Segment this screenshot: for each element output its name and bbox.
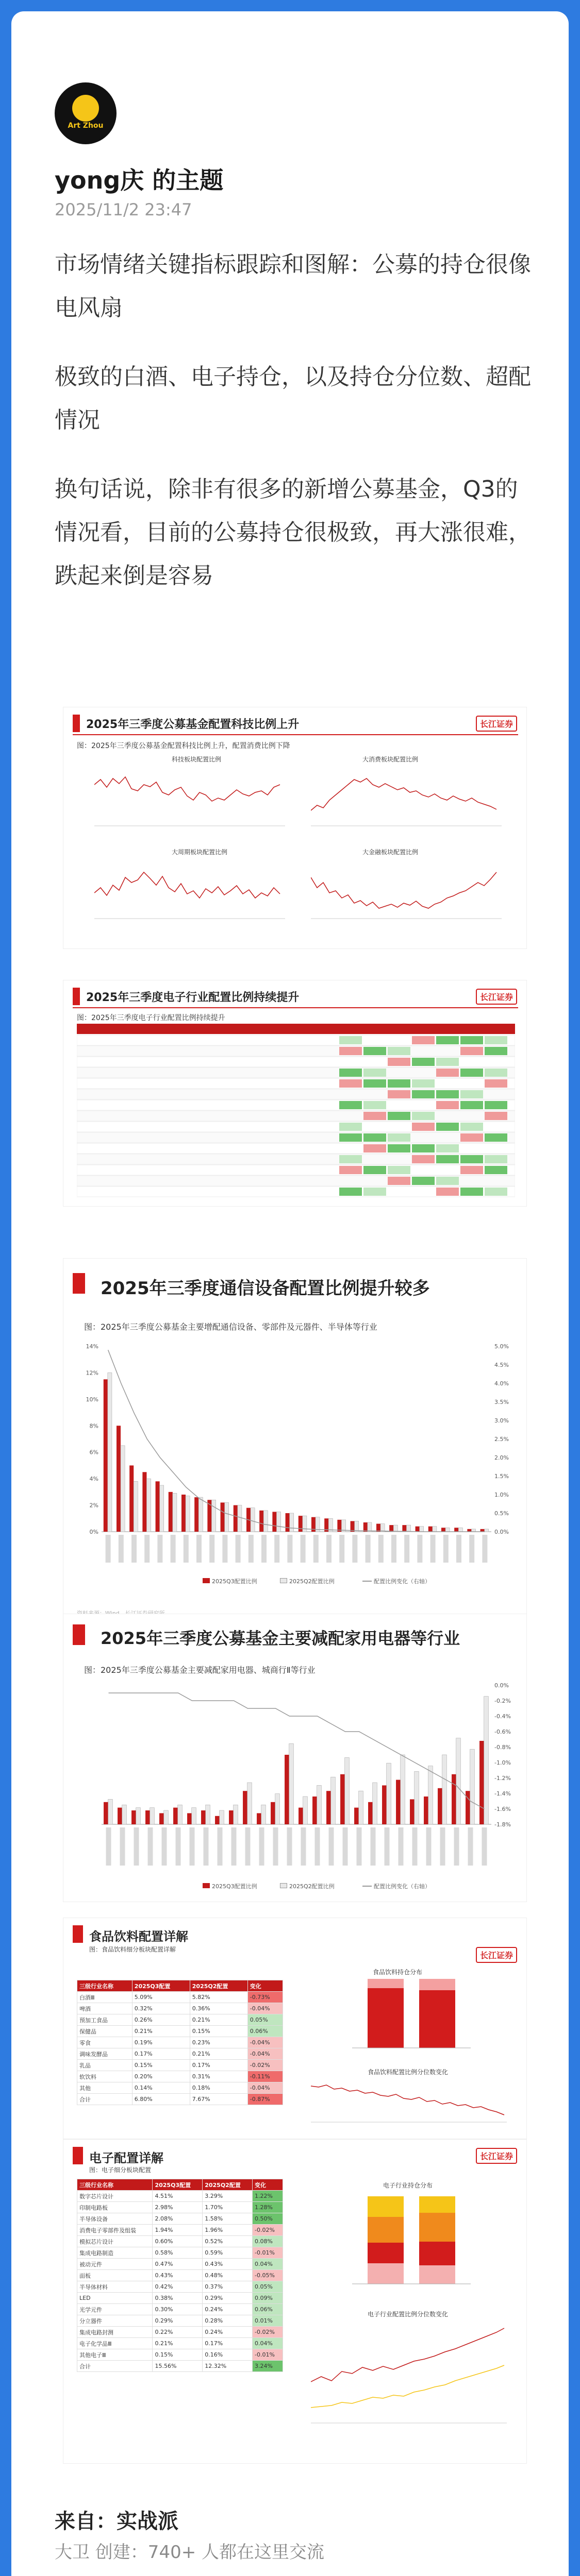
bar-q2	[303, 1797, 308, 1824]
bar-q2	[261, 1805, 266, 1824]
x-category-label	[329, 1827, 334, 1866]
bar-q2	[225, 1502, 229, 1532]
x-category-label	[261, 1535, 267, 1563]
avatar-logo-text: Art Zhou	[68, 122, 104, 130]
bar-q2	[192, 1808, 196, 1824]
slide-title: 食品饮料配置详解	[89, 1929, 188, 1944]
x-category-label	[315, 1827, 320, 1866]
bar-q3	[243, 1791, 247, 1824]
x-category-label	[259, 1827, 264, 1866]
x-category-label	[313, 1535, 319, 1563]
x-category-label	[366, 1535, 371, 1563]
x-category-label	[326, 1535, 332, 1563]
x-category-label	[245, 1827, 251, 1866]
bar-q3	[187, 1813, 192, 1824]
bar-q2	[458, 1528, 462, 1532]
food-distribution-chart	[311, 1976, 507, 2053]
table-row: 零食 0.19% 0.23% -0.04%	[77, 2037, 283, 2048]
legend-item: 配置比例变化（右轴）	[362, 1577, 430, 1585]
y2-tick-label: 2.0%	[494, 1454, 509, 1461]
bar-q3	[194, 1497, 198, 1532]
bar-q2	[275, 1794, 280, 1824]
slide-electronics-detail[interactable]	[63, 2139, 527, 2464]
bar-q2	[173, 1493, 177, 1532]
y2-tick-label: 1.0%	[494, 1492, 509, 1498]
y-tick-label: 12%	[86, 1369, 98, 1377]
bar-q3	[229, 1810, 234, 1824]
post-card	[11, 11, 569, 2576]
y-tick-label: 10%	[86, 1396, 98, 1403]
y-tick-label: 4%	[89, 1476, 98, 1483]
bar-q3	[131, 1810, 136, 1824]
x-category-label	[222, 1535, 227, 1563]
x-category-label	[371, 1827, 376, 1866]
panel-chart-finance	[311, 857, 502, 929]
bar-q2	[445, 1528, 450, 1532]
slide-subtitle: 图：2025年三季度公募基金主要减配家用电器、城商行Ⅱ等行业	[84, 1665, 316, 1675]
x-category-label	[399, 1827, 404, 1866]
bar-q2	[234, 1805, 238, 1824]
slide-telecom-chart[interactable]	[63, 1258, 527, 1619]
brand-logo: 长江证券	[476, 716, 517, 732]
panel-chart-tech	[94, 764, 285, 836]
bar-q3	[159, 1813, 164, 1824]
x-category-label	[176, 1827, 181, 1866]
bar-q2	[290, 1513, 294, 1532]
table-row: 预加工食品 0.26% 0.21% 0.05%	[77, 2014, 283, 2026]
slide-subtitle: 图：2025年三季度公募基金配置科技比例上升，配置消费比例下降	[77, 742, 290, 750]
y2-tick-label: 1.5%	[494, 1473, 509, 1480]
bar-q2	[289, 1743, 294, 1824]
table-row: 模拟芯片设计 0.60% 0.52% 0.08%	[77, 2236, 283, 2247]
bar-q2	[108, 1799, 113, 1824]
x-category-label	[190, 1827, 195, 1866]
y2-tick-label: 0.5%	[494, 1510, 509, 1517]
source-circle[interactable]: 来自：实战派	[55, 2510, 178, 2533]
chart-title: 食品饮料持仓分布	[373, 1969, 423, 1976]
table-row: 被动元件 0.47% 0.43% 0.04%	[77, 2259, 283, 2270]
bar-q3	[272, 1512, 276, 1532]
bar-q2	[368, 1522, 372, 1532]
x-category-label	[218, 1827, 223, 1866]
x-category-label	[385, 1827, 390, 1866]
change-line	[109, 1693, 485, 1809]
change-line	[108, 1350, 485, 1532]
banner-bar	[73, 1624, 85, 1645]
x-category-label	[134, 1827, 139, 1866]
legend-item: 配置比例变化（右轴）	[362, 1882, 430, 1890]
x-category-label	[430, 1535, 436, 1563]
table-row: 软饮料 0.20% 0.31% -0.11%	[77, 2071, 283, 2082]
bar-q2	[456, 1738, 461, 1824]
y2-tick-label: 0.0%	[494, 1529, 509, 1535]
panel-title: 大周期板块配置比例	[172, 849, 228, 856]
x-category-label	[171, 1535, 176, 1563]
x-category-label	[417, 1535, 422, 1563]
legend-item: 2025Q2配置比例	[280, 1882, 335, 1890]
y-tick-label: 0%	[89, 1529, 98, 1535]
bar-q2	[470, 1749, 475, 1824]
table-row: LED 0.38% 0.29% 0.09%	[77, 2293, 283, 2304]
bar-q2	[331, 1777, 336, 1824]
bar-q3	[299, 1516, 303, 1532]
x-category-label	[106, 1827, 111, 1866]
slide-tech-allocation[interactable]	[63, 707, 527, 949]
legend-item: 2025Q3配置比例	[203, 1882, 257, 1890]
table-row: 其他电子Ⅲ 0.15% 0.16% -0.01%	[77, 2349, 283, 2361]
panel-title: 大消费板块配置比例	[362, 756, 419, 763]
bar-q3	[142, 1472, 146, 1532]
bar-q2	[355, 1521, 359, 1532]
bar-q3	[173, 1808, 178, 1824]
x-category-label	[162, 1827, 167, 1866]
slide-title: 2025年三季度电子行业配置比例持续提升	[86, 991, 300, 1004]
bar-q3	[156, 1481, 160, 1532]
bar-q3	[201, 1810, 206, 1824]
x-category-label	[131, 1535, 137, 1563]
bar-q3	[299, 1808, 303, 1824]
food-table: 三级行业名称 2025Q3配置 2025Q2配置 变化 白酒Ⅲ 5.09% 5.82% -0.73% 啤酒 0.32% 0.36% -0.04% 预加工食品 0.26% 0.21% 0.05% 保健品 0.21% 0.15% 0.06% 零食 0.19% 0.23% -0.04% 调味发酵品 0.17% 0.21% -0.04% 乳品 0.15% 0.17% -0.02% 软饮料 0.20% 0.31% -0.11% 其他 0.14% 0.18% -0.04% 合计 6.80% 7.67% -0.87%	[77, 1980, 283, 2105]
x-category-label	[196, 1535, 202, 1563]
bar-q2	[108, 1372, 112, 1532]
bar-q2	[420, 1527, 424, 1532]
bar-q2	[303, 1516, 307, 1532]
bar-q2	[380, 1524, 385, 1532]
bar-q2	[263, 1511, 268, 1532]
bar-q2	[471, 1529, 475, 1532]
table-row: 分立器件 0.29% 0.28% 0.01%	[77, 2315, 283, 2327]
y2-tick-label: -1.4%	[494, 1790, 511, 1797]
bar-q2	[317, 1785, 322, 1824]
bar-q3	[424, 1797, 428, 1824]
electronics-distribution-chart	[311, 2191, 507, 2294]
body-paragraph-3: 换句话说，除非有很多的新增公募基金，Q3的情况看，目前的公募持仓很极致，再大涨很难，跌起来倒是容易	[55, 476, 531, 589]
x-category-label	[343, 1827, 348, 1866]
bar-q3	[354, 1808, 359, 1824]
bar-q2	[359, 1791, 363, 1824]
x-category-label	[391, 1535, 396, 1563]
slide-food-beverage[interactable]	[63, 1918, 527, 2139]
bar-q2	[164, 1810, 169, 1824]
bar-q3	[312, 1797, 317, 1824]
x-category-label	[378, 1535, 384, 1563]
x-category-label	[352, 1535, 357, 1563]
bar-q3	[215, 1816, 220, 1824]
bar-q2	[134, 1481, 138, 1532]
y2-tick-label: -1.8%	[494, 1821, 511, 1828]
bar-q3	[181, 1495, 186, 1532]
table-row: 保健品 0.21% 0.15% 0.06%	[77, 2026, 283, 2037]
x-category-label	[106, 1535, 111, 1563]
table-row: 面板 0.43% 0.48% -0.05%	[77, 2270, 283, 2281]
x-category-label	[468, 1827, 473, 1866]
bar-q3	[467, 1529, 471, 1532]
x-category-label	[231, 1827, 237, 1866]
slide-subtitle: 图：食品饮料细分板块配置详解	[89, 1946, 176, 1953]
bar-q2	[428, 1766, 433, 1824]
table-row: 半导体材料 0.42% 0.37% 0.05%	[77, 2281, 283, 2293]
x-category-label	[301, 1827, 306, 1866]
x-category-label	[273, 1827, 278, 1866]
x-category-label	[144, 1535, 150, 1563]
y2-tick-label: 3.0%	[494, 1417, 509, 1424]
x-category-label	[412, 1827, 418, 1866]
banner-bar	[73, 1273, 85, 1294]
bar-q3	[117, 1426, 121, 1532]
y2-tick-label: 4.5%	[494, 1362, 509, 1368]
brand-logo: 长江证券	[476, 989, 517, 1005]
sun-icon	[72, 95, 99, 122]
bar-q3	[257, 1813, 261, 1824]
bar-q2	[251, 1508, 255, 1532]
slide-appliance-chart[interactable]	[63, 1614, 527, 1902]
bar-q3	[118, 1808, 122, 1824]
x-category-label	[274, 1535, 279, 1563]
bar-q3	[129, 1465, 134, 1532]
x-category-label	[148, 1827, 153, 1866]
bar-q2	[387, 1763, 391, 1824]
slide-electronics-allocation[interactable]	[63, 980, 527, 1207]
y2-tick-label: 5.0%	[494, 1343, 509, 1350]
table-row: 其他 0.14% 0.18% -0.04%	[77, 2082, 283, 2094]
x-category-label	[301, 1535, 306, 1563]
slide-subtitle: 图：2025年三季度公募基金主要增配通信设备、零部件及元器件、半导体等行业	[84, 1322, 377, 1332]
table-row: 电子化学品Ⅲ 0.21% 0.17% 0.04%	[77, 2338, 283, 2349]
y-tick-label: 6%	[89, 1449, 98, 1456]
chart-title: 电子行业配置比例分位数变化	[368, 2311, 449, 2318]
x-category-label	[287, 1827, 292, 1866]
y2-tick-label: -0.2%	[494, 1698, 511, 1704]
table-row: 啤酒 0.32% 0.36% -0.04%	[77, 2003, 283, 2014]
y-tick-label: 8%	[89, 1422, 98, 1430]
heatmap-table	[77, 1024, 515, 1199]
telecom-bar-chart	[79, 1341, 522, 1568]
y2-tick-label: -1.0%	[494, 1759, 511, 1766]
bar-q3	[234, 1505, 238, 1532]
bar-q2	[485, 1529, 489, 1532]
table-row: 集成电路制造 0.58% 0.59% -0.01%	[77, 2247, 283, 2259]
bar-q3	[441, 1528, 445, 1532]
bar-q3	[410, 1799, 415, 1824]
brand-logo: 长江证券	[476, 2148, 517, 2164]
panel-chart-cyclical	[94, 857, 285, 929]
bar-q3	[340, 1774, 345, 1824]
divider	[73, 734, 518, 735]
banner-bar	[73, 988, 80, 1005]
x-category-label	[120, 1827, 125, 1866]
slide-title: 2025年三季度公募基金主要减配家用电器等行业	[101, 1629, 460, 1648]
body-paragraph-1: 市场情绪关键指标跟踪和图解：公募的持仓很像电风扇	[55, 251, 531, 321]
x-category-label	[426, 1827, 432, 1866]
table-row: 调味发酵品 0.17% 0.21% -0.04%	[77, 2048, 283, 2060]
y2-tick-label: -0.8%	[494, 1744, 511, 1751]
x-category-label	[357, 1827, 362, 1866]
bar-q2	[150, 1808, 155, 1824]
x-category-label	[456, 1535, 461, 1563]
divider	[73, 1007, 518, 1008]
bar-q2	[484, 1697, 489, 1824]
table-row: 数字芯片设计 4.51% 3.29% 1.22%	[77, 2191, 283, 2202]
banner-bar	[73, 2147, 83, 2164]
bar-q3	[396, 1780, 401, 1824]
x-category-label	[469, 1535, 474, 1563]
bar-q2	[136, 1808, 141, 1824]
bar-q3	[169, 1492, 173, 1532]
bar-q2	[433, 1527, 437, 1532]
banner-bar	[73, 1925, 83, 1943]
bar-q2	[373, 1783, 377, 1824]
y2-tick-label: -1.6%	[494, 1806, 511, 1812]
bar-q2	[415, 1771, 419, 1824]
x-category-label	[248, 1535, 254, 1563]
electronics-table: 三级行业名称 2025Q3配置 2025Q2配置 变化 数字芯片设计 4.51% 3.29% 1.22% 印制电路板 2.98% 1.70% 1.28% 半导体设备 2.08% 1.58% 0.50% 消费电子零部件及组装 1.94% 1.96% -0.02% 模拟芯片设计 0.60% 0.52% 0.08% 集成电路制造 0.58% 0.59% -0.01% 被动元件 0.47% 0.43% 0.04% 面板 0.43% 0.48% -0.05% 半导体材料 0.42% 0.37% 0.05% LED 0.38% 0.29% 0.09% 光学元件 0.30% 0.24% 0.06% 分立器件 0.29% 0.28% 0.01% 集成电路封测 0.22% 0.24% -0.02% 电子化学品Ⅲ 0.21% 0.17% 0.04% 其他电子Ⅲ 0.15% 0.16% -0.01% 合计 15.56% 12.32% 3.24%	[77, 2179, 283, 2372]
chart-title: 电子行业持仓分布	[383, 2182, 433, 2189]
x-category-label	[482, 1535, 487, 1563]
bar-q2	[220, 1810, 224, 1824]
x-category-label	[184, 1535, 189, 1563]
banner-bar	[73, 715, 80, 732]
x-category-label	[404, 1535, 409, 1563]
y2-tick-label: -1.2%	[494, 1775, 511, 1782]
x-category-label	[287, 1535, 292, 1563]
table-row: 光学元件 0.30% 0.24% 0.06%	[77, 2304, 283, 2315]
table-row: 白酒Ⅲ 5.09% 5.82% -0.73%	[77, 1992, 283, 2003]
table-row: 合计 15.56% 12.32% 3.24%	[77, 2361, 283, 2372]
bar-q3	[271, 1802, 275, 1824]
slide-title: 2025年三季度公募基金配置科技比例上升	[86, 718, 300, 731]
bar-q2	[442, 1755, 447, 1824]
bar-q2	[186, 1496, 190, 1532]
x-category-label	[339, 1535, 344, 1563]
bar-q3	[480, 1529, 485, 1532]
y2-tick-label: 4.0%	[494, 1380, 509, 1387]
bar-q2	[122, 1805, 127, 1824]
bar-q2	[401, 1755, 405, 1824]
bar-q3	[326, 1791, 331, 1824]
bar-q2	[406, 1525, 410, 1532]
bar-q3	[454, 1528, 458, 1532]
x-category-label	[209, 1535, 214, 1563]
y2-tick-label: -0.4%	[494, 1713, 511, 1720]
appliance-bar-chart	[79, 1680, 522, 1871]
bar-q3	[428, 1527, 433, 1532]
bar-q2	[206, 1805, 210, 1824]
bar-q3	[221, 1502, 225, 1532]
bar-q3	[438, 1788, 442, 1824]
avatar[interactable]	[55, 82, 117, 144]
bar-q2	[121, 1446, 125, 1532]
y2-tick-label: 0.0%	[494, 1682, 509, 1689]
bar-q3	[382, 1785, 387, 1824]
bar-q3	[104, 1379, 108, 1532]
brand-logo: 长江证券	[476, 1947, 517, 1963]
author-name[interactable]: yong庆 的主题	[55, 166, 224, 194]
legend-item: 2025Q2配置比例	[280, 1577, 335, 1585]
table-row: 乳品 0.15% 0.17% -0.02%	[77, 2060, 283, 2071]
table-row: 集成电路封测 0.22% 0.24% -0.02%	[77, 2327, 283, 2338]
bar-q2	[211, 1500, 216, 1532]
bar-q2	[393, 1525, 397, 1532]
x-category-label	[119, 1535, 124, 1563]
table-row: 印制电路板 2.98% 1.70% 1.28%	[77, 2202, 283, 2213]
y2-tick-label: 3.5%	[494, 1399, 509, 1405]
bar-q3	[145, 1810, 150, 1824]
bar-q3	[104, 1802, 108, 1824]
bar-q3	[389, 1525, 393, 1532]
x-category-label	[454, 1827, 459, 1866]
bar-q3	[452, 1774, 456, 1824]
x-category-label	[440, 1827, 445, 1866]
y-tick-label: 2%	[89, 1502, 98, 1509]
y2-tick-label: -0.6%	[494, 1728, 511, 1735]
table-row: 消费电子零部件及组装 1.94% 1.96% -0.02%	[77, 2225, 283, 2236]
slide-subtitle: 图：电子细分板块配置	[89, 2166, 152, 2174]
bar-q3	[479, 1741, 484, 1824]
y-tick-label: 14%	[86, 1343, 98, 1350]
x-category-label	[443, 1535, 449, 1563]
panel-title: 大金融板块配置比例	[362, 849, 419, 856]
bar-q3	[363, 1522, 368, 1532]
y2-tick-label: 2.5%	[494, 1436, 509, 1443]
bar-q3	[376, 1524, 380, 1532]
bar-q3	[416, 1527, 420, 1532]
bar-q2	[178, 1805, 183, 1824]
bar-q2	[146, 1479, 151, 1532]
bar-q3	[285, 1755, 289, 1824]
x-category-label	[204, 1827, 209, 1866]
panel-chart-consumer	[311, 764, 502, 836]
bar-q2	[345, 1757, 350, 1824]
slide-title: 电子配置详解	[89, 2151, 163, 2165]
post-date: 2025/11/2 23:47	[55, 200, 192, 219]
body-paragraph-2: 极致的白酒、电子持仓，以及持仓分位数、超配情况	[55, 364, 531, 433]
bar-q3	[259, 1511, 263, 1532]
bar-q2	[238, 1505, 242, 1532]
chart-title: 食品饮料配置比例分位数变化	[368, 2069, 449, 2076]
food-percentile-chart	[311, 2076, 507, 2127]
x-category-label	[482, 1827, 487, 1866]
table-row: 半导体设备 2.08% 1.58% 0.50%	[77, 2213, 283, 2225]
table-row: 合计 6.80% 7.67% -0.87%	[77, 2094, 283, 2105]
panel-title: 科技板块配置比例	[172, 756, 222, 763]
legend-item: 2025Q3配置比例	[203, 1577, 257, 1585]
x-category-label	[157, 1535, 162, 1563]
circle-creator: 大卫 创建：740+ 人都在这里交流	[55, 2542, 324, 2563]
bar-q3	[402, 1525, 406, 1532]
slide-title: 2025年三季度通信设备配置比例提升较多	[101, 1278, 430, 1299]
bar-q2	[247, 1783, 252, 1824]
slide-subtitle: 图：2025年三季度电子行业配置比例持续提升	[77, 1014, 225, 1022]
x-category-label	[236, 1535, 241, 1563]
bar-q3	[368, 1802, 373, 1824]
bar-q3	[286, 1513, 290, 1532]
bar-q2	[276, 1512, 280, 1532]
bar-q2	[160, 1485, 164, 1532]
bar-q2	[198, 1497, 203, 1532]
electronics-percentile-chart	[311, 2320, 507, 2433]
